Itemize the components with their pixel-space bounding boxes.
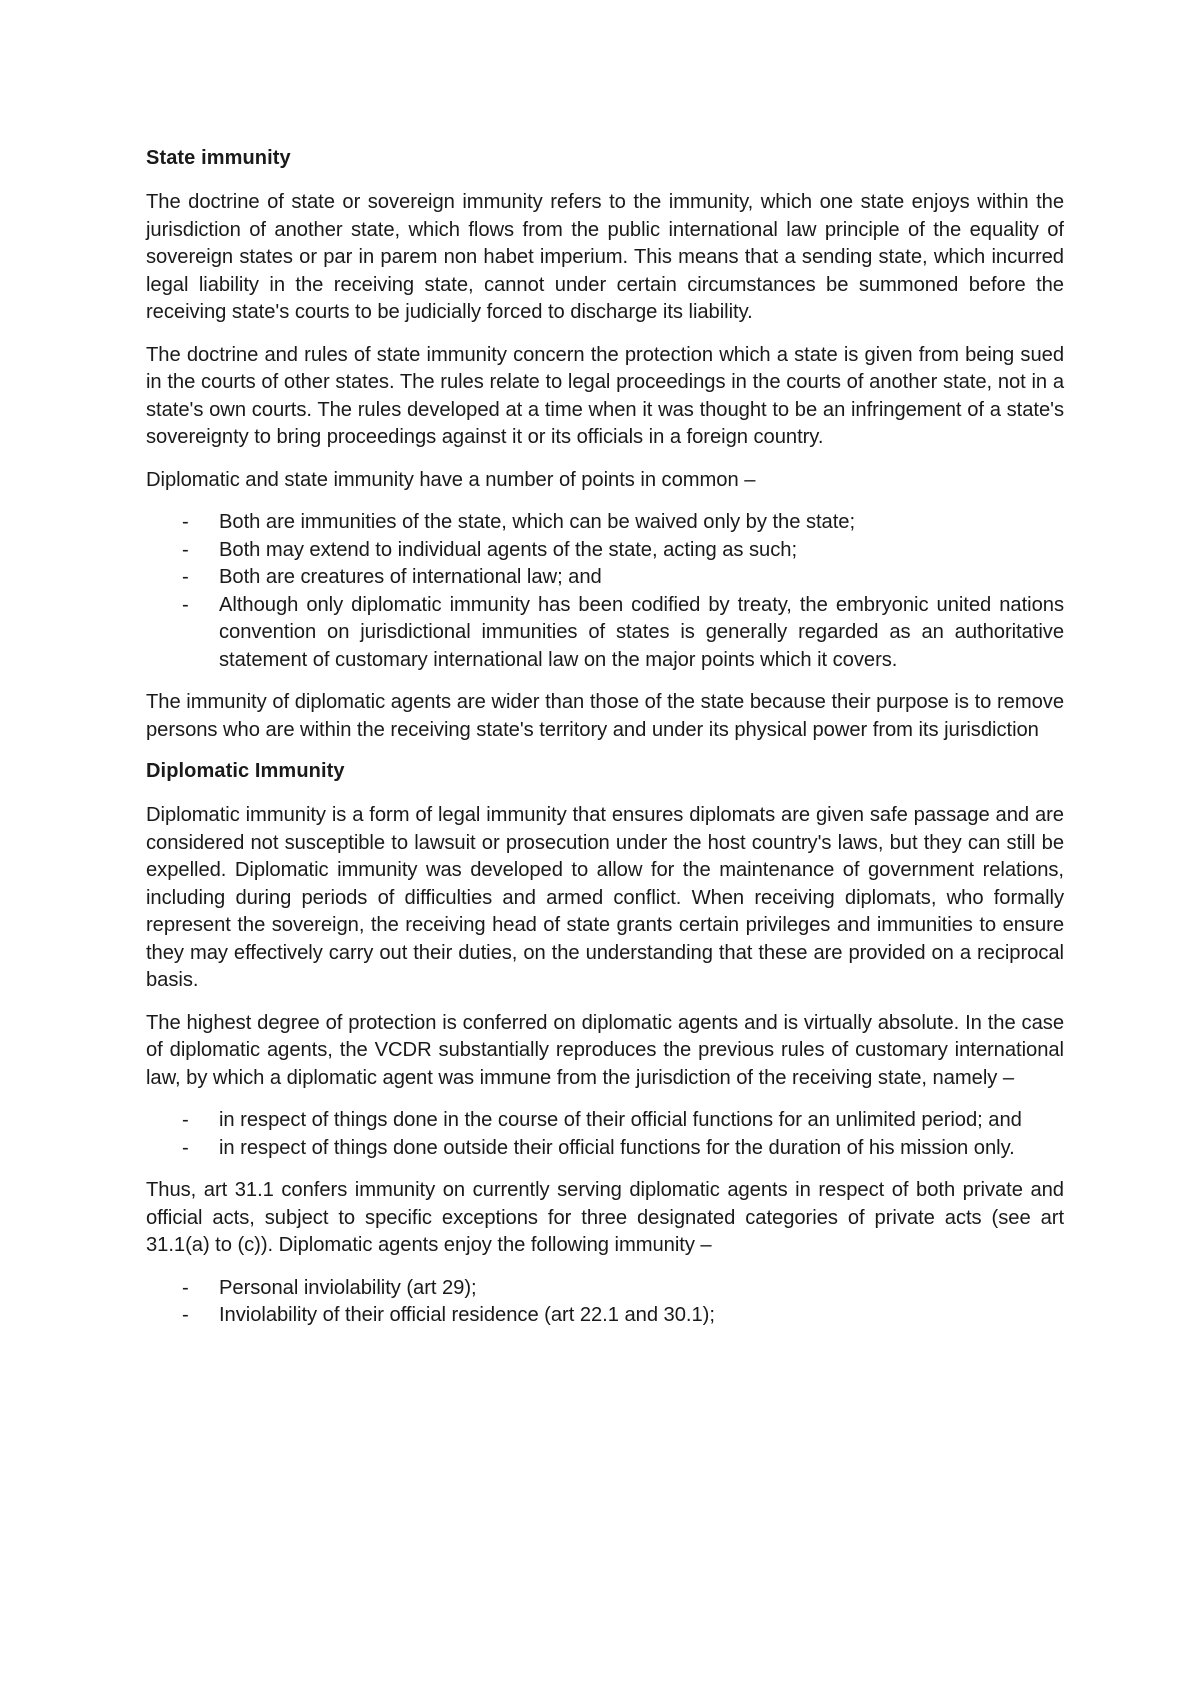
list-item-text: Although only diplomatic immunity has been codified by treaty, the embryonic united nations convention on jurisdictional immunities of states is generally regarded as an authoritative statement of customary international law on the major points which it covers. [219,593,1064,671]
list-item-text: Personal inviolability (art 29); [219,1276,477,1299]
list-item [146,592,1064,675]
dash-bullet: - [182,1136,189,1159]
paragraph: Diplomatic and state immunity have a number of points in common – [146,468,756,491]
list-item [146,509,1064,537]
paragraph: The doctrine and rules of state immunity concern the protection which a state is given from being sued in the courts of other states. The rules relate to legal proceedings in the courts of another state, not in a state's own courts. The rules developed at a time when it was thought to be an infringement of a state's sovereignty to bring proceedings against it or its officials in a foreign country. [146,343,1064,448]
dash-bullet: - [182,538,189,561]
bullet-list [146,509,1064,674]
dash-bullet: - [182,1304,189,1326]
dash-bullet: - [182,1276,189,1299]
list-item-text: Both are creatures of international law; and [219,566,602,588]
dash-bullet: - [182,1109,189,1131]
list-item [146,1107,1064,1135]
list-item-text: in respect of things done outside their official functions for the duration of his mission only. [219,1136,1015,1159]
list-item-text: Both are immunities of the state, which can be waived only by the state; [219,511,856,533]
list-item [146,564,1064,592]
list-item-text: Both may extend to individual agents of the state, acting as such; [219,538,798,561]
dash-bullet: - [182,511,189,533]
list-item [146,1135,1064,1163]
paragraph: The immunity of diplomatic agents are wider than those of the state because their purpose is to remove persons who are within the receiving state's territory and under its physical power from its jurisdiction [146,691,1064,741]
paragraph: The doctrine of state or sovereign immunity refers to the immunity, which one state enjoys within the jurisdiction of another state, which flows from the public international law principle of the equality of sovereign states or par in parem non habet imperium. This means that a sending state, which incurred legal liability in the receiving state, cannot under certain circumstances be summoned before the receiving state's courts to be judicially forced to discharge its liability. [146,191,1064,323]
section-diplomatic-immunity [146,759,1064,1330]
list-item [146,1302,1064,1330]
paragraph: The highest degree of protection is conferred on diplomatic agents and is virtually absolute. In the case of diplomatic agents, the VCDR substantially reproduces the previous rules of customary international law, by which a diplomatic agent was immune from the jurisdiction of the receiving state, namely – [146,1011,1064,1089]
list-item [146,537,1064,565]
list-item-text: in respect of things done in the course of their official functions for an unlimited period; and [219,1109,1022,1131]
list-item-text: Inviolability of their official residence (art 22.1 and 30.1); [219,1304,715,1326]
list-item [146,1275,1064,1303]
dash-bullet: - [182,566,189,588]
dash-bullet: - [182,593,189,616]
bullet-list [146,1107,1064,1162]
paragraph: Thus, art 31.1 confers immunity on currently serving diplomatic agents in respect of both private and official acts, subject to specific exceptions for three designated categories of private acts (see art 31.1(a) to (c)). Diplomatic agents enjoy the following immunity – [146,1179,1064,1256]
paragraph: Diplomatic immunity is a form of legal immunity that ensures diplomats are given safe passage and are considered not susceptible to lawsuit or prosecution under the host country's laws, but they can still be expelled. Diplomatic immunity was developed to allow for the maintenance of government relations, including during periods of difficulties and armed conflict. When receiving diplomats, who formally represent the sovereign, the receiving head of state grants certain privileges and immunities to ensure they may effectively carry out their duties, on the understanding that these are provided on a reciprocal basis. [146,804,1064,991]
bullet-list [146,1275,1064,1330]
section-heading: Diplomatic Immunity [146,760,345,782]
section-state-immunity [146,146,1064,744]
section-heading: State immunity [146,147,291,169]
